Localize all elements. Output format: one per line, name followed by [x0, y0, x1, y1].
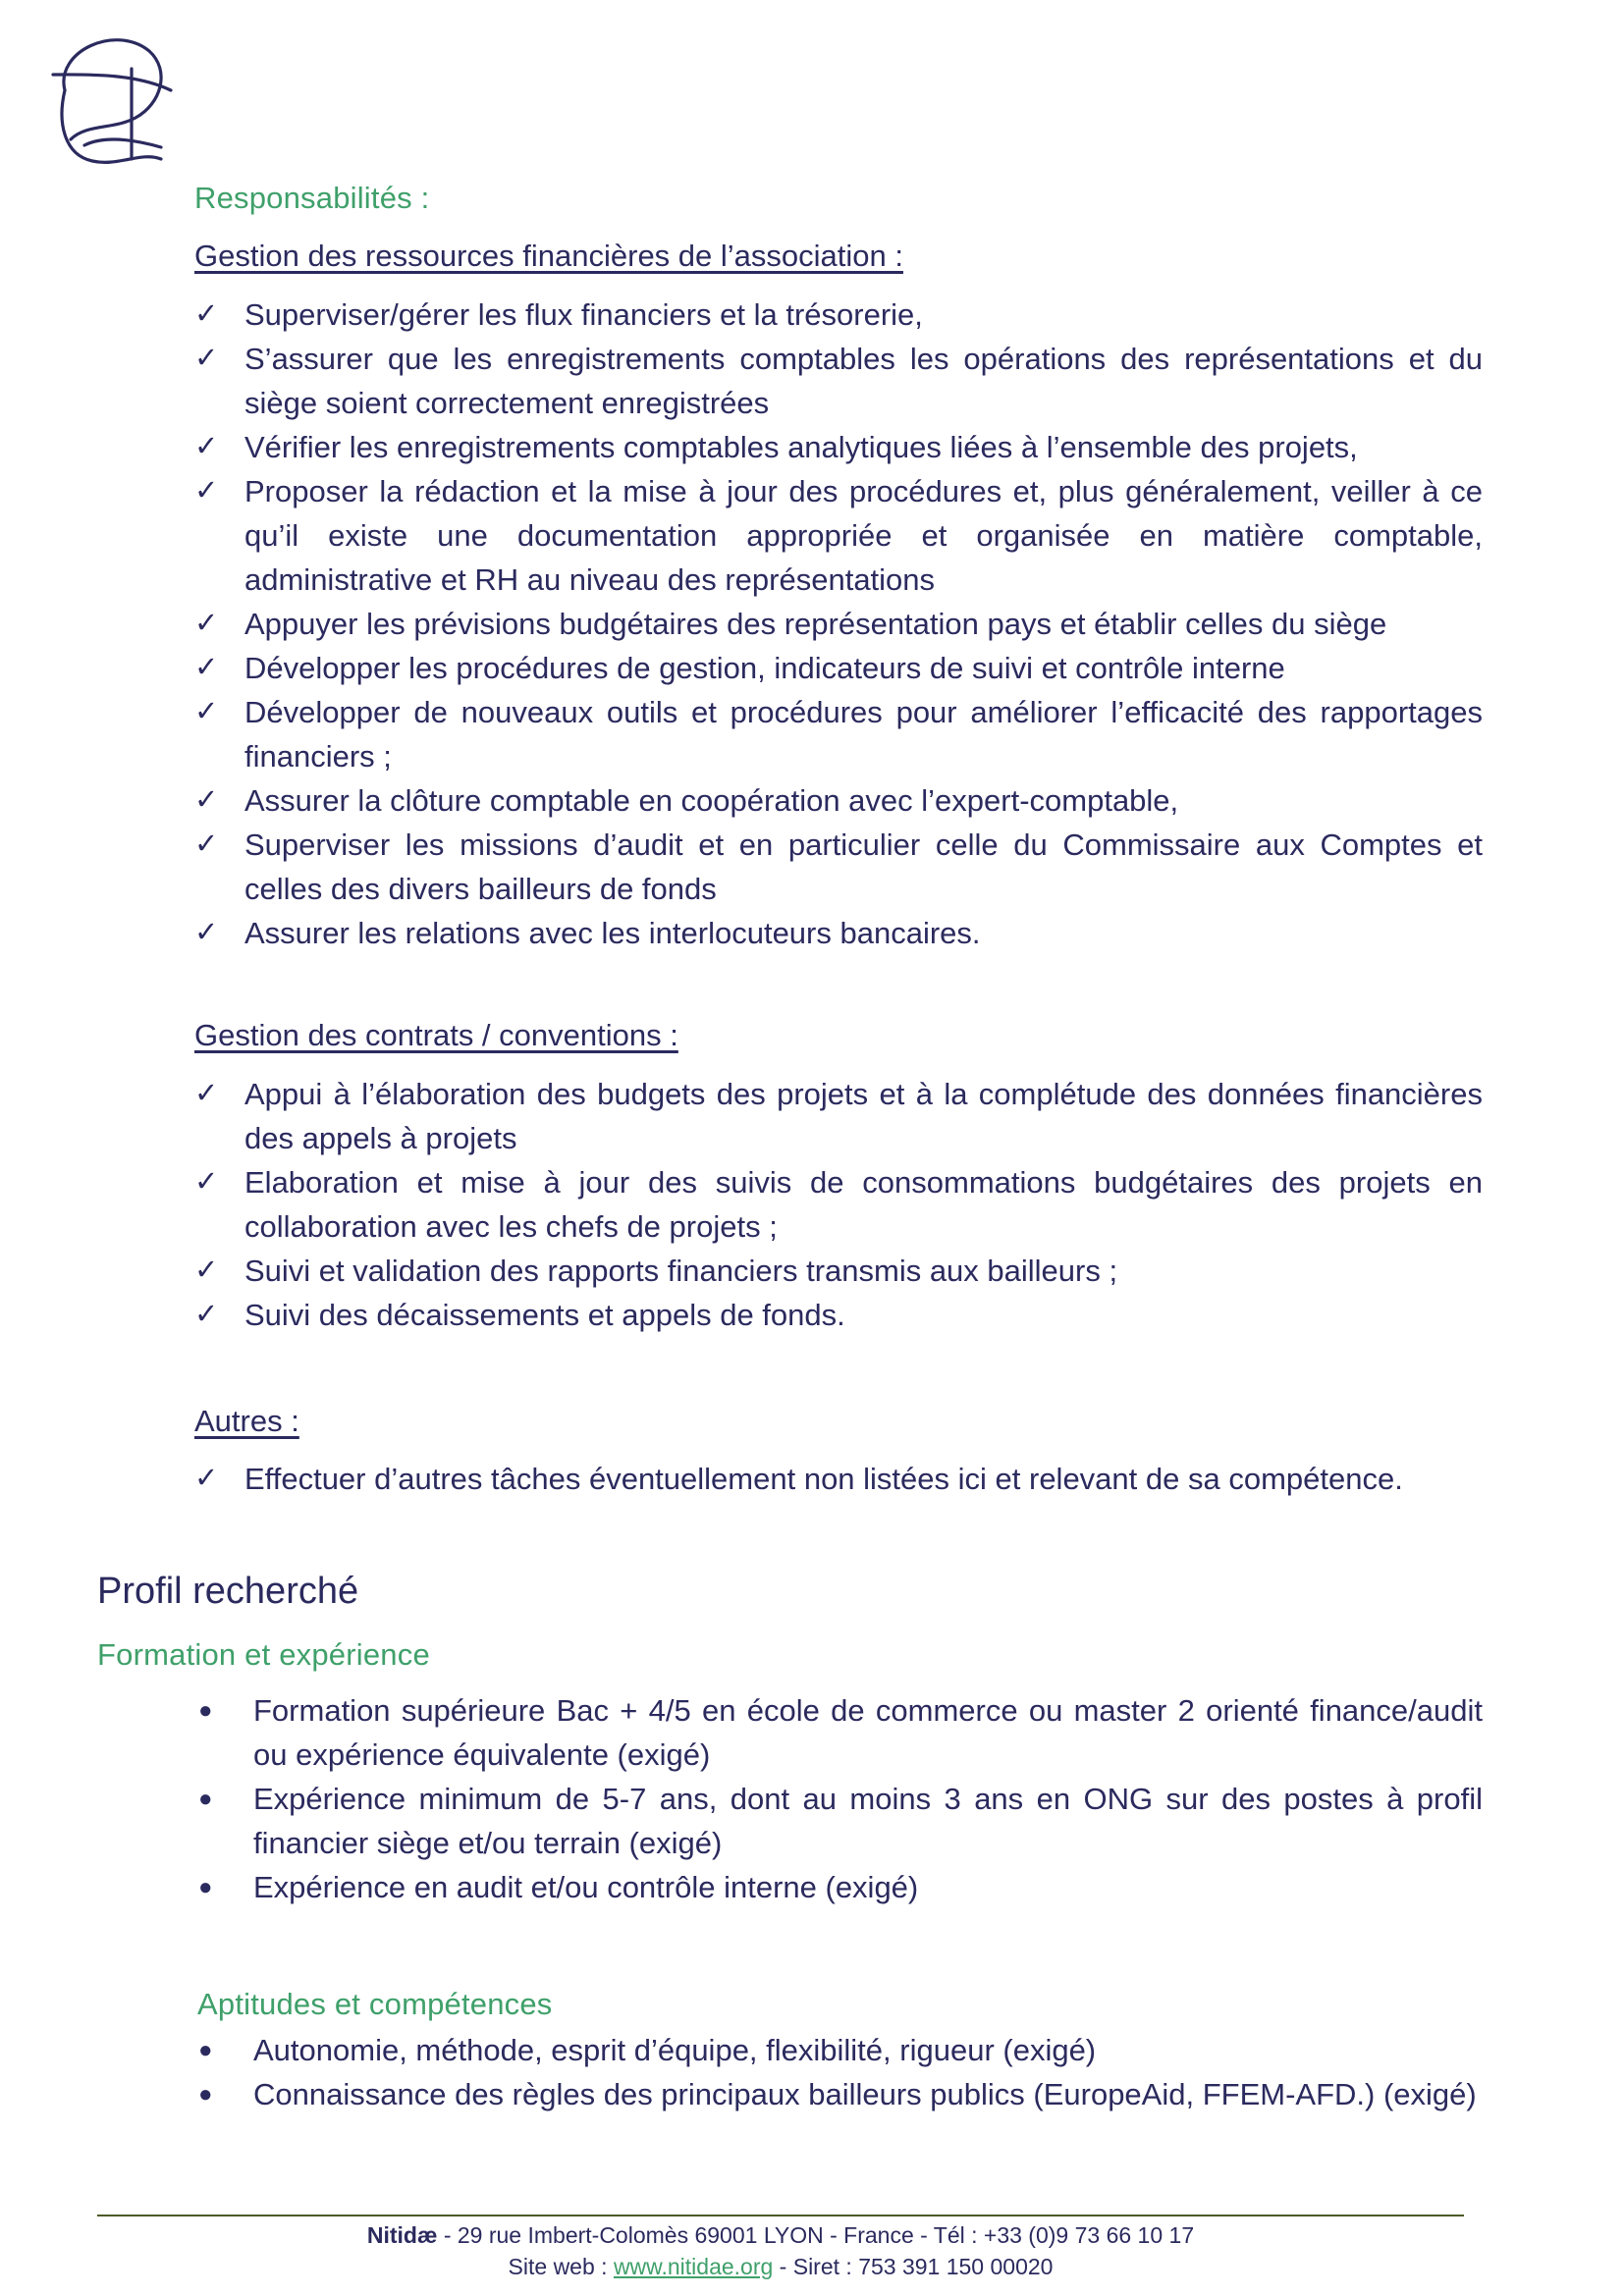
- check-icon: ✓: [194, 917, 219, 948]
- bullet-icon: ●: [198, 1697, 213, 1724]
- bullet-icon: ●: [198, 2037, 213, 2063]
- check-icon: ✓: [194, 1078, 219, 1109]
- check-icon: ✓: [194, 696, 219, 727]
- autres-list: [194, 1457, 1483, 1501]
- footer-siret: - Siret : 753 391 150 00020: [773, 2254, 1054, 2279]
- profil-heading: Profil recherché: [97, 1571, 359, 1612]
- bullet-icon: ●: [198, 1874, 213, 1900]
- responsabilites-label: Responsabilités :: [194, 181, 430, 215]
- list-item: ✓ Suivi des décaissements et appels de fonds.: [194, 1293, 1483, 1337]
- list-item: ● Expérience en audit et/ou contrôle interne (exigé): [194, 1865, 1483, 1909]
- list-item: ✓ Développer de nouveaux outils et procédures pour améliorer l’efficacité des rapportages financiers ;: [194, 690, 1483, 778]
- footer-address: [97, 2222, 1464, 2249]
- check-icon: ✓: [194, 608, 219, 639]
- check-icon: ✓: [194, 828, 219, 860]
- formation-list: [194, 1688, 1483, 1909]
- list-item: ✓ Effectuer d’autres tâches éventuellement non listées ici et relevant de sa compétence.: [194, 1457, 1483, 1501]
- list-item: ● Expérience minimum de 5-7 ans, dont au moins 3 ans en ONG sur des postes à profil financier siège et/ou terrain (exigé): [194, 1777, 1483, 1865]
- bullet-icon: ●: [198, 2081, 213, 2108]
- formation-label: Formation et expérience: [97, 1637, 430, 1672]
- check-icon: ✓: [194, 298, 219, 330]
- nitidae-logo-icon: [45, 29, 173, 169]
- check-icon: ✓: [194, 784, 219, 816]
- list-item: ● Formation supérieure Bac + 4/5 en école de commerce ou master 2 orienté finance/audit ou expérience équivalente (exigé): [194, 1688, 1483, 1777]
- check-icon: ✓: [194, 1299, 219, 1330]
- list-item: ✓ Superviser/gérer les flux financiers et la trésorerie,: [194, 293, 1483, 337]
- footer-site-prefix: Site web :: [508, 2254, 614, 2279]
- aptitudes-label: Aptitudes et compétences: [197, 1987, 553, 2021]
- website-link[interactable]: www.nitidae.org: [613, 2254, 774, 2279]
- gestion-contrats-heading: Gestion des contrats / conventions :: [194, 1018, 678, 1052]
- check-icon: ✓: [194, 1166, 219, 1198]
- footer-org-name: Nitidæ: [366, 2222, 438, 2248]
- list-item: ✓ Assurer les relations avec les interlocuteurs bancaires.: [194, 911, 1483, 955]
- list-item: ● Autonomie, méthode, esprit d’équipe, flexibilité, rigueur (exigé): [194, 2028, 1483, 2072]
- list-item: ✓ Superviser les missions d’audit et en particulier celle du Commissaire aux Comptes et celles des divers bailleurs de fonds: [194, 823, 1483, 911]
- footer-divider: [97, 2215, 1464, 2216]
- check-icon: ✓: [194, 431, 219, 462]
- gestion-ressources-heading: Gestion des ressources financières de l’association :: [194, 239, 903, 273]
- list-item: ✓ Appuyer les prévisions budgétaires des représentation pays et établir celles du siège: [194, 602, 1483, 646]
- autres-heading: Autres :: [194, 1404, 299, 1438]
- check-icon: ✓: [194, 1463, 219, 1494]
- list-item: ✓ Suivi et validation des rapports financiers transmis aux bailleurs ;: [194, 1249, 1483, 1293]
- gestion-contrats-list: [194, 1072, 1483, 1337]
- list-item: ✓ Proposer la rédaction et la mise à jour des procédures et, plus généralement, veiller à ce qu’il existe une documentation appropriée et organisée en matière comptable, administrative et RH au niveau des représentations: [194, 469, 1483, 602]
- list-item: ✓ Vérifier les enregistrements comptables analytiques liées à l’ensemble des projets,: [194, 425, 1483, 469]
- check-icon: ✓: [194, 1255, 219, 1286]
- footer-site: [97, 2254, 1464, 2280]
- check-icon: ✓: [194, 475, 219, 507]
- list-item: ✓ Appui à l’élaboration des budgets des projets et à la complétude des données financières des appels à projets: [194, 1072, 1483, 1160]
- check-icon: ✓: [194, 652, 219, 683]
- footer-address-text: - 29 rue Imbert-Colomès 69001 LYON - France - Tél : +33 (0)9 73 66 10 17: [437, 2222, 1195, 2248]
- list-item: ✓ Développer les procédures de gestion, indicateurs de suivi et contrôle interne: [194, 646, 1483, 690]
- list-item: ✓ S’assurer que les enregistrements comptables les opérations des représentations et du siège soient correctement enregistrées: [194, 337, 1483, 425]
- bullet-icon: ●: [198, 1786, 213, 1812]
- list-item: ● Connaissance des règles des principaux bailleurs publics (EuropeAid, FFEM-AFD.) (exigé): [194, 2072, 1483, 2116]
- list-item: ✓ Elaboration et mise à jour des suivis de consommations budgétaires des projets en collaboration avec les chefs de projets ;: [194, 1160, 1483, 1249]
- check-icon: ✓: [194, 343, 219, 374]
- gestion-ressources-list: [194, 293, 1483, 955]
- list-item: ✓ Assurer la clôture comptable en coopération avec l’expert-comptable,: [194, 778, 1483, 823]
- aptitudes-list: [194, 2028, 1483, 2116]
